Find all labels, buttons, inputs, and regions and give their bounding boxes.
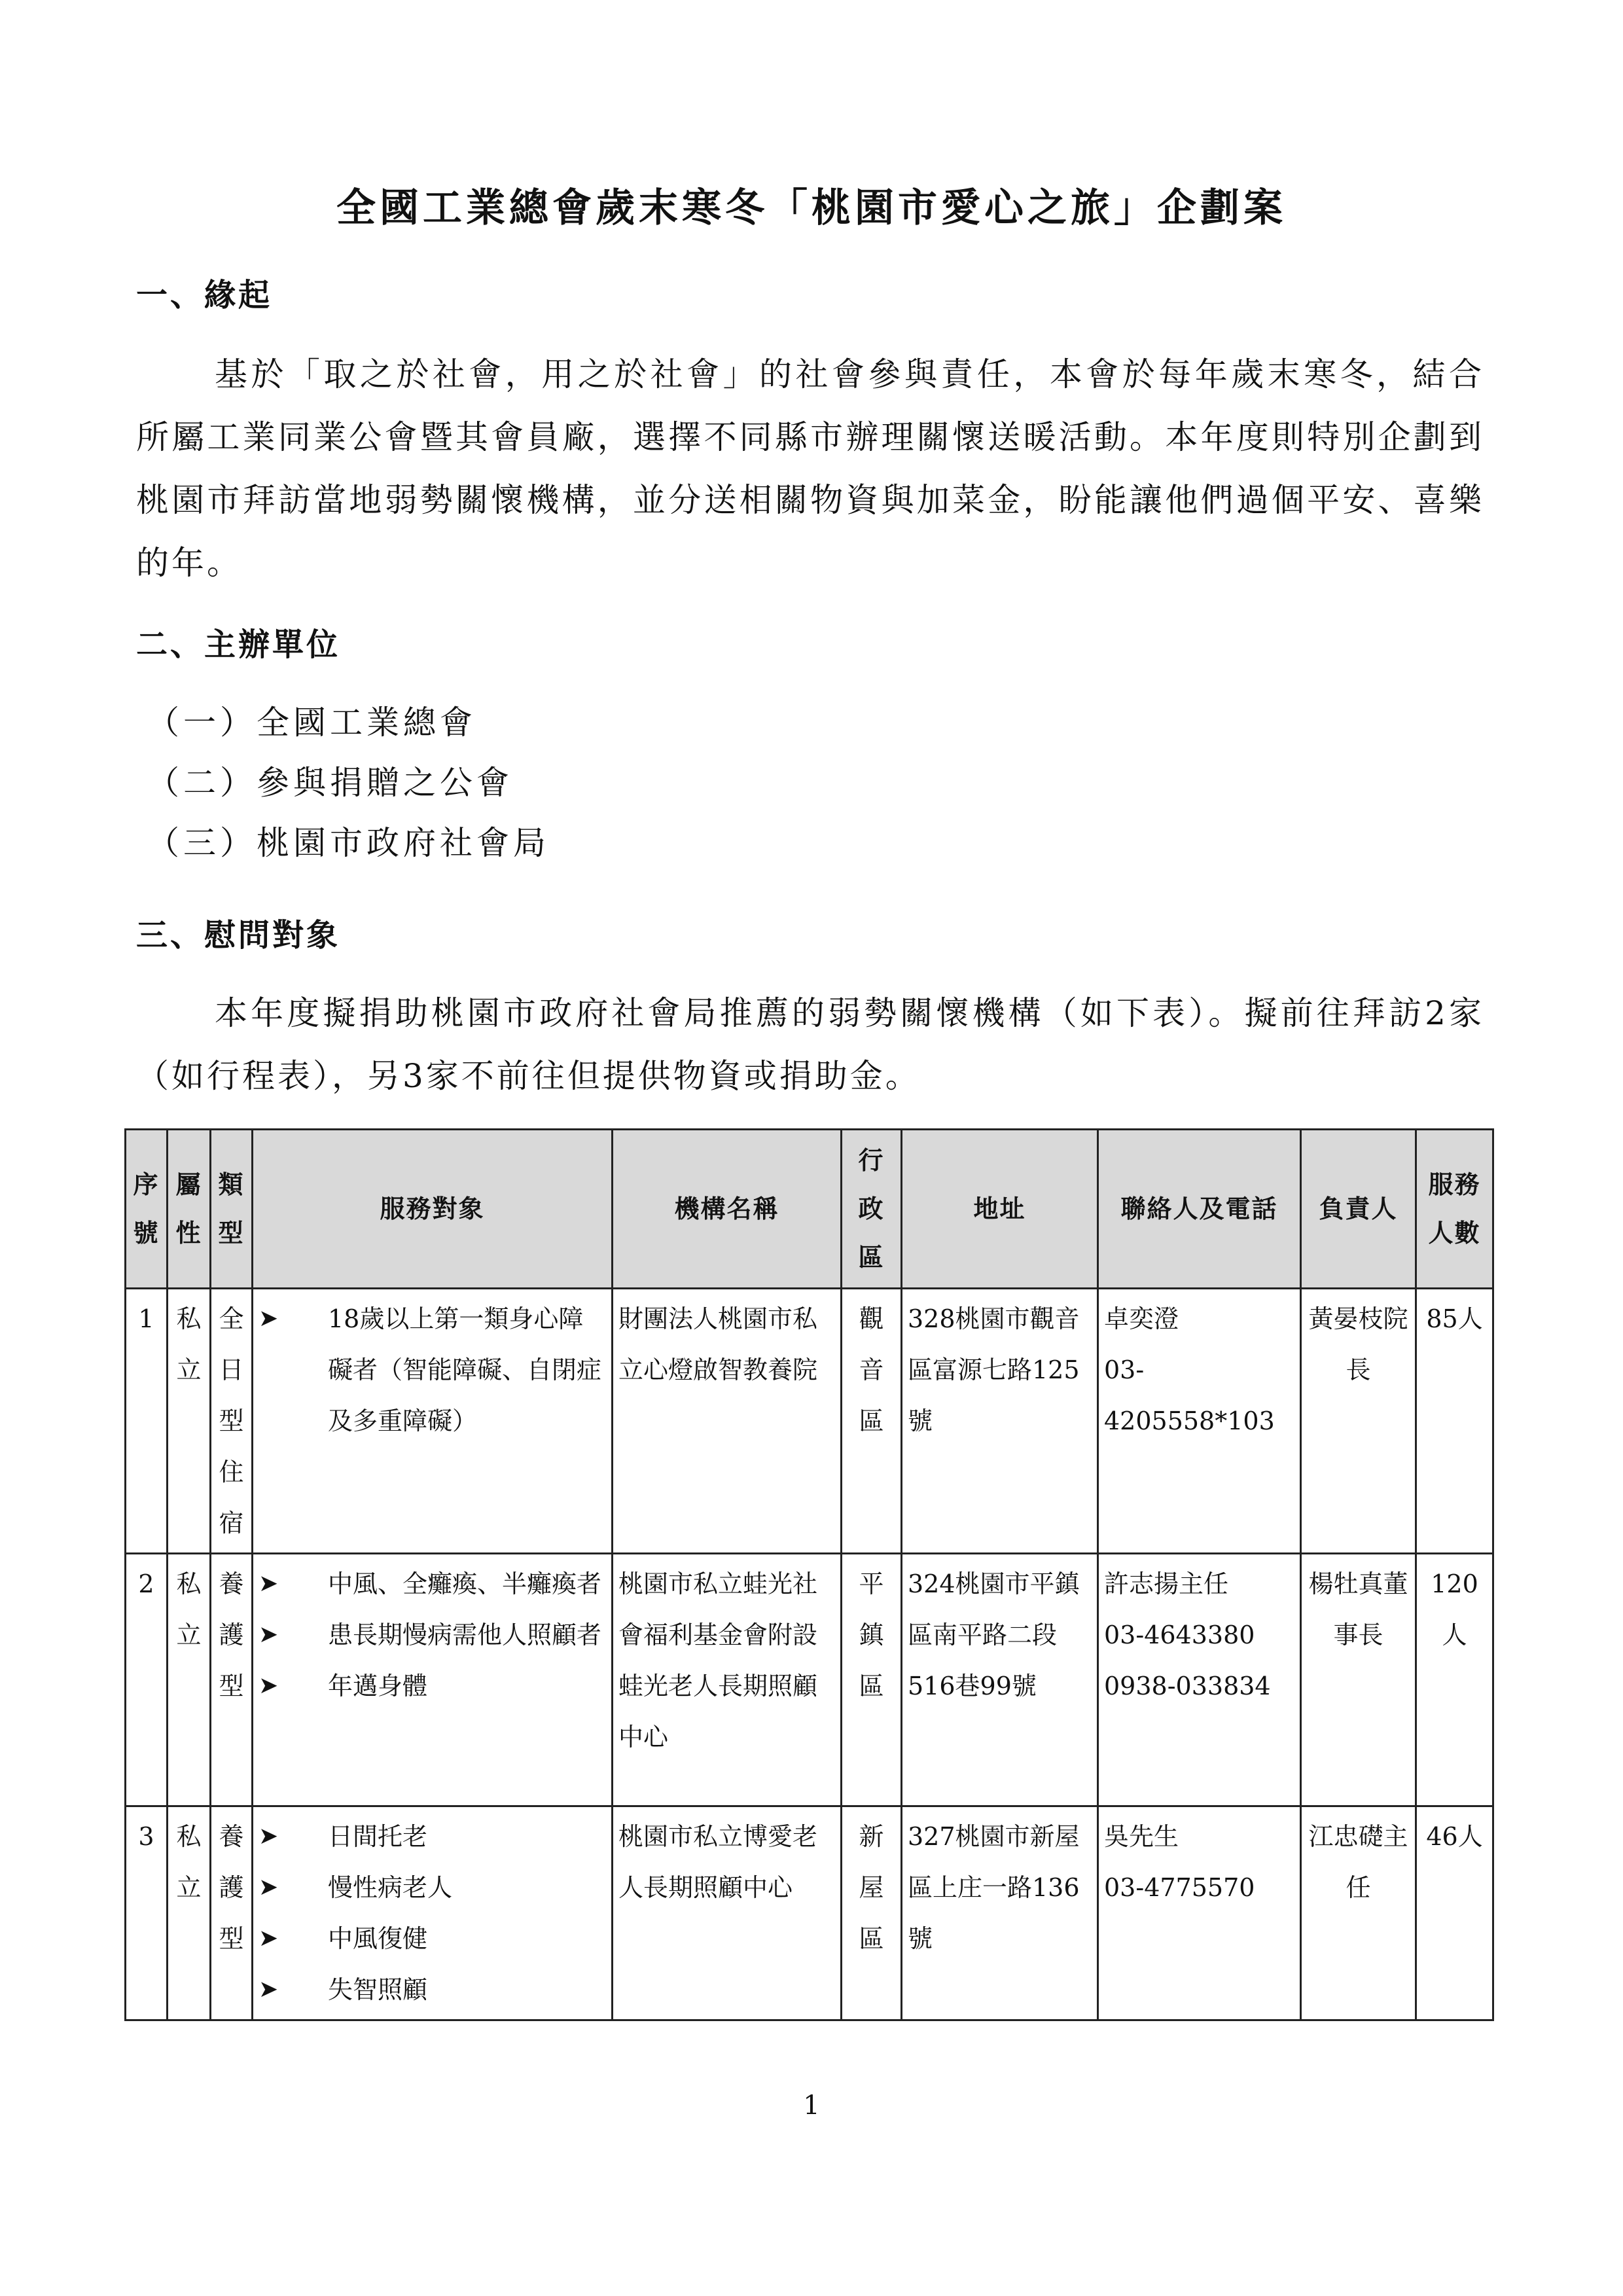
header-count: 服務人數 — [1416, 1130, 1493, 1289]
arrow-bullet-icon: ➤ — [259, 1305, 279, 1332]
cell-name: 桃園市私立博愛老人長期照顧中心 — [613, 1806, 842, 2020]
cell-attr: 私立 — [168, 1554, 211, 1806]
service-item — [259, 1964, 606, 2015]
service-item — [259, 1609, 606, 1660]
service-item-text: 患長期慢病需他人照顧者 — [328, 1621, 602, 1649]
cell-contact — [1098, 1289, 1301, 1554]
arrow-bullet-icon: ➤ — [259, 1570, 279, 1597]
header-district: 行政區 — [842, 1130, 902, 1289]
service-item-text: 18歲以上第一類身心障礙者（智能障礙、自閉症及多重障礙） — [328, 1304, 602, 1435]
cell-seq: 1 — [126, 1289, 168, 1554]
document-title: 全國工業總會歲末寒冬「桃園市愛心之旅」企劃案 — [336, 185, 1287, 231]
contact-name: 吳先生 — [1104, 1822, 1179, 1851]
contact-phone-mobile: 0938-033834 — [1104, 1672, 1271, 1700]
arrow-bullet-icon: ➤ — [259, 1874, 279, 1901]
institution-table — [124, 1128, 1494, 2021]
organizer-item: （三）桃園市政府社會局 — [147, 824, 550, 862]
cell-count: 85人 — [1416, 1289, 1493, 1554]
header-seq: 序號 — [126, 1130, 168, 1289]
cell-name: 桃園市私立蛙光社會福利基金會附設蛙光老人長期照顧中心 — [613, 1554, 842, 1806]
header-attr: 屬性 — [168, 1130, 211, 1289]
table-row — [126, 1806, 1493, 2020]
service-item — [259, 1660, 606, 1712]
header-contact: 聯絡人及電話 — [1098, 1130, 1301, 1289]
arrow-bullet-icon: ➤ — [259, 1672, 279, 1699]
contact-name: 卓奕澄 — [1104, 1304, 1179, 1333]
service-item — [259, 1913, 606, 1964]
cell-address: 328桃園市觀音區富源七路125號 — [902, 1289, 1098, 1554]
cell-service — [253, 1806, 613, 2020]
service-item — [259, 1293, 606, 1446]
cell-district: 平鎮區 — [842, 1554, 902, 1806]
header-service: 服務對象 — [253, 1130, 613, 1289]
service-item-text: 年邁身體 — [328, 1672, 428, 1700]
table-row — [126, 1554, 1493, 1806]
cell-name: 財團法人桃園市私立心燈啟智教養院 — [613, 1289, 842, 1554]
header-type: 類型 — [211, 1130, 253, 1289]
section-heading-organizers: 二、主辦單位 — [136, 626, 341, 663]
cell-contact — [1098, 1554, 1301, 1806]
contact-name: 許志揚主任 — [1104, 1570, 1229, 1598]
cell-head: 黃晏枝院長 — [1301, 1289, 1416, 1554]
cell-head: 楊牡真董事長 — [1301, 1554, 1416, 1806]
cell-type: 全日型住宿 — [211, 1289, 253, 1554]
cell-address: 327桃園市新屋區上庄一路136號 — [902, 1806, 1098, 2020]
service-item — [259, 1862, 606, 1913]
contact-phone: 03-4775570 — [1104, 1873, 1255, 1902]
cell-seq: 3 — [126, 1806, 168, 2020]
section-body-origin: 基於「取之於社會，用之於社會」的社會參與責任，本會於每年歲末寒冬，結合所屬工業同業公會暨其會員廠，選擇不同縣市辦理關懷送暖活動。本年度則特別企劃到桃園市拜訪當地弱勢關懷機構，並分送相關物資與加菜金，盼能讓他們過個平安、喜樂的年。 — [136, 355, 1484, 582]
organizer-item: （二）參與捐贈之公會 — [147, 764, 513, 802]
service-item — [259, 1558, 606, 1609]
cell-district: 新屋區 — [842, 1806, 902, 2020]
service-item-text: 慢性病老人 — [328, 1873, 453, 1902]
cell-count: 46人 — [1416, 1806, 1493, 2020]
page-number: 1 — [803, 2090, 820, 2121]
cell-district: 觀音區 — [842, 1289, 902, 1554]
service-item-text: 日間托老 — [328, 1822, 428, 1851]
cell-address: 324桃園市平鎮區南平路二段516巷99號 — [902, 1554, 1098, 1806]
contact-phone: 03-4205558*103 — [1104, 1355, 1275, 1435]
organizer-item: （一）全國工業總會 — [147, 704, 476, 742]
cell-type: 養護型 — [211, 1806, 253, 2020]
service-item — [259, 1811, 606, 1862]
cell-type: 養護型 — [211, 1554, 253, 1806]
service-item-text: 失智照顧 — [328, 1975, 428, 2004]
cell-attr: 私立 — [168, 1289, 211, 1554]
table-row — [126, 1289, 1493, 1554]
cell-service — [253, 1289, 613, 1554]
cell-service — [253, 1554, 613, 1806]
cell-attr: 私立 — [168, 1806, 211, 2020]
arrow-bullet-icon: ➤ — [259, 1823, 279, 1850]
cell-count: 120人 — [1416, 1554, 1493, 1806]
contact-phone: 03-4643380 — [1104, 1621, 1255, 1649]
arrow-bullet-icon: ➤ — [259, 1976, 279, 2003]
arrow-bullet-icon: ➤ — [259, 1621, 279, 1648]
cell-seq: 2 — [126, 1554, 168, 1806]
section-heading-origin: 一、緣起 — [136, 277, 273, 314]
section-body-targets: 本年度擬捐助桃園市政府社會局推薦的弱勢關懷機構（如下表）。擬前往拜訪2家（如行程表），另3家不前往但提供物資或捐助金。 — [136, 994, 1484, 1095]
header-name: 機構名稱 — [613, 1130, 842, 1289]
arrow-bullet-icon: ➤ — [259, 1925, 279, 1952]
service-item-text: 中風、全癱瘓、半癱瘓者 — [328, 1570, 602, 1598]
header-address: 地址 — [902, 1130, 1098, 1289]
header-head: 負責人 — [1301, 1130, 1416, 1289]
cell-head: 江忠礎主任 — [1301, 1806, 1416, 2020]
service-item-text: 中風復健 — [328, 1924, 428, 1953]
cell-contact — [1098, 1806, 1301, 2020]
table-header-row — [126, 1130, 1493, 1289]
section-heading-targets: 三、慰問對象 — [136, 917, 341, 954]
